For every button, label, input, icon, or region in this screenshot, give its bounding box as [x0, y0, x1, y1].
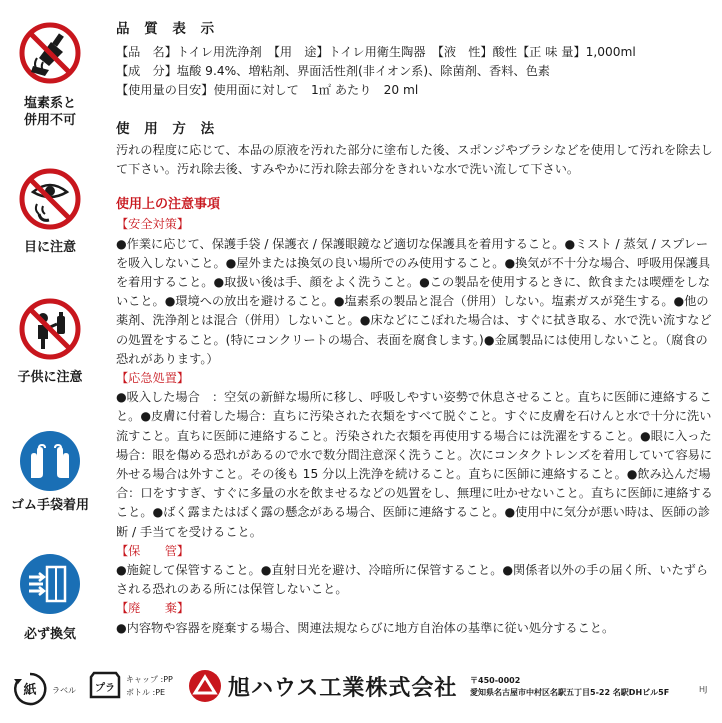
storage-text: ●施錠して保管すること。●直射日光を避け、冷暗所に保管すること。●関係者以外の手の届く所、いたずらされる恐れのある所には保管しないこと。	[116, 563, 709, 597]
paper-label-text: ラベル	[52, 686, 76, 695]
pictogram-label-gloves: ゴム手袋着用	[10, 498, 89, 513]
paper-mark-text: 紙	[23, 683, 37, 698]
cap-material: キャップ :PP	[126, 675, 173, 684]
company-logo-icon	[188, 669, 222, 703]
usage-text: 汚れの程度に応じて、本品の原液を汚れた部分に塗布した後、スポンジやブラシなどを使用して汚れを除去して下さい。汚れ除去後、すみやかに汚れ除去部分をきれいな水で洗い流して下さい。	[116, 143, 713, 177]
company-address-block	[470, 675, 669, 699]
quality-title: 品 質 表 示	[116, 21, 220, 37]
quality-line-1: 【品 名】トイレ用洗浄剤 【用 途】トイレ用衛生陶器 【液 性】酸性【正 味 量】1,000ml	[116, 45, 636, 59]
pictogram-label-ventilation: 必ず換気	[23, 627, 76, 642]
pictogram-label-eye: 目に注意	[23, 240, 76, 255]
pictogram-label-child: 子供に注意	[17, 370, 83, 385]
child-caution-icon	[19, 298, 81, 360]
cautions-title: 使用上の注意事項	[116, 197, 221, 213]
main-content	[116, 20, 716, 638]
quality-line-3: 【使用量の目安】使用面に対して 1㎡ あたり 20 ml	[116, 83, 419, 97]
safety-text: ●作業に応じて、保護手袋 / 保護衣 / 保護眼鏡など適切な保護具を着用すること。●ミスト / 蒸気 / スプレーを吸入しないこと。●屋外または換気の良い場所でのみ使用すること。●換気が不十分な場合、呼吸用保護具を着用すること。●取扱い後は手、顔をよく洗うこと。●この製品を使用するときに、飲食または喫煙をしないこと。●環境への放出を避けること。●塩素系の製品と混合（併用）しない。塩素ガスが発生する。●他の薬剤、洗浄剤とは混合（併用）しないこと。●床などにこぼれた場合は、すぐに拭き取る、水で洗い流すなどの処置をすること。(特にコンクリートの場合、表面を腐食します。)●金属製品には使用しないこと。（腐食の恐れがあります。）	[116, 236, 712, 366]
safety-label: 【安全対策】	[116, 217, 190, 232]
footer	[0, 665, 722, 715]
emergency-label: 【応急処置】	[116, 371, 190, 386]
plastic-recycle-mark	[88, 669, 122, 703]
emergency-text: ●吸入した場合 ：空気の新鮮な場所に移し、呼吸しやすい姿勢で休息させること。直ちに医師に連絡すること。●皮膚に付着した場合：直ちに汚染された衣類をすべて脱ぐこと。すぐに皮膚を石けんと水で十分に洗い流すこと。直ちに医師に連絡すること。汚染された衣類を再使用する場合には洗濯をすること。●眼に入った場合：眼を傷める恐れがあるので水で数分間注意深く洗うこと。次にコンタクトレンズを着用していて容易に外せる場合は外すこと。その後も 15 分以上洗浄を続けること。直ちに医師に連絡すること。●飲み込んだ場合：口をすすぎ、すぐに多量の水を飲ませるなどの処置をし、無理に吐かせないこと。直ちに医師に連絡すること。●ばく露またはばく露の懸念がある場合、医師に連絡すること。●使用中に気分が悪い時は、医師の診断 / 手当てを受けること。	[116, 390, 713, 539]
usage-title: 使 用 方 法	[116, 121, 220, 137]
disposal-label: 【廃 棄】	[116, 601, 190, 616]
company-name: 旭ハウス工業株式会社	[228, 676, 458, 701]
product-code: HJ	[699, 685, 708, 694]
company-address: 愛知県名古屋市中村区名駅五丁目5-22 名駅DHビル5F	[470, 688, 670, 697]
quality-line-2: 【成 分】塩酸 9.4%、増粘剤、界面活性剤(非イオン系)、除菌剤、香料、色素	[116, 64, 550, 78]
bottle-material: ボトル :PE	[126, 688, 166, 697]
rubber-gloves-icon	[19, 430, 81, 492]
pictogram-label-no-chlorine: 塩素系と 併用不可	[23, 96, 76, 128]
ventilation-icon	[19, 553, 81, 615]
material-info	[126, 673, 173, 699]
eye-caution-icon	[19, 168, 81, 230]
disposal-text: ●内容物や容器を廃棄する場合、関連法規ならびに地方自治体の基準に従い処分すること。	[116, 620, 615, 635]
paper-recycle-mark	[12, 671, 48, 707]
postal-code: 〒450-0002	[470, 676, 521, 685]
no-mixing-chlorine-icon	[19, 22, 81, 84]
storage-label: 【保 管】	[116, 543, 190, 558]
plastic-mark-text: プラ	[95, 683, 115, 694]
